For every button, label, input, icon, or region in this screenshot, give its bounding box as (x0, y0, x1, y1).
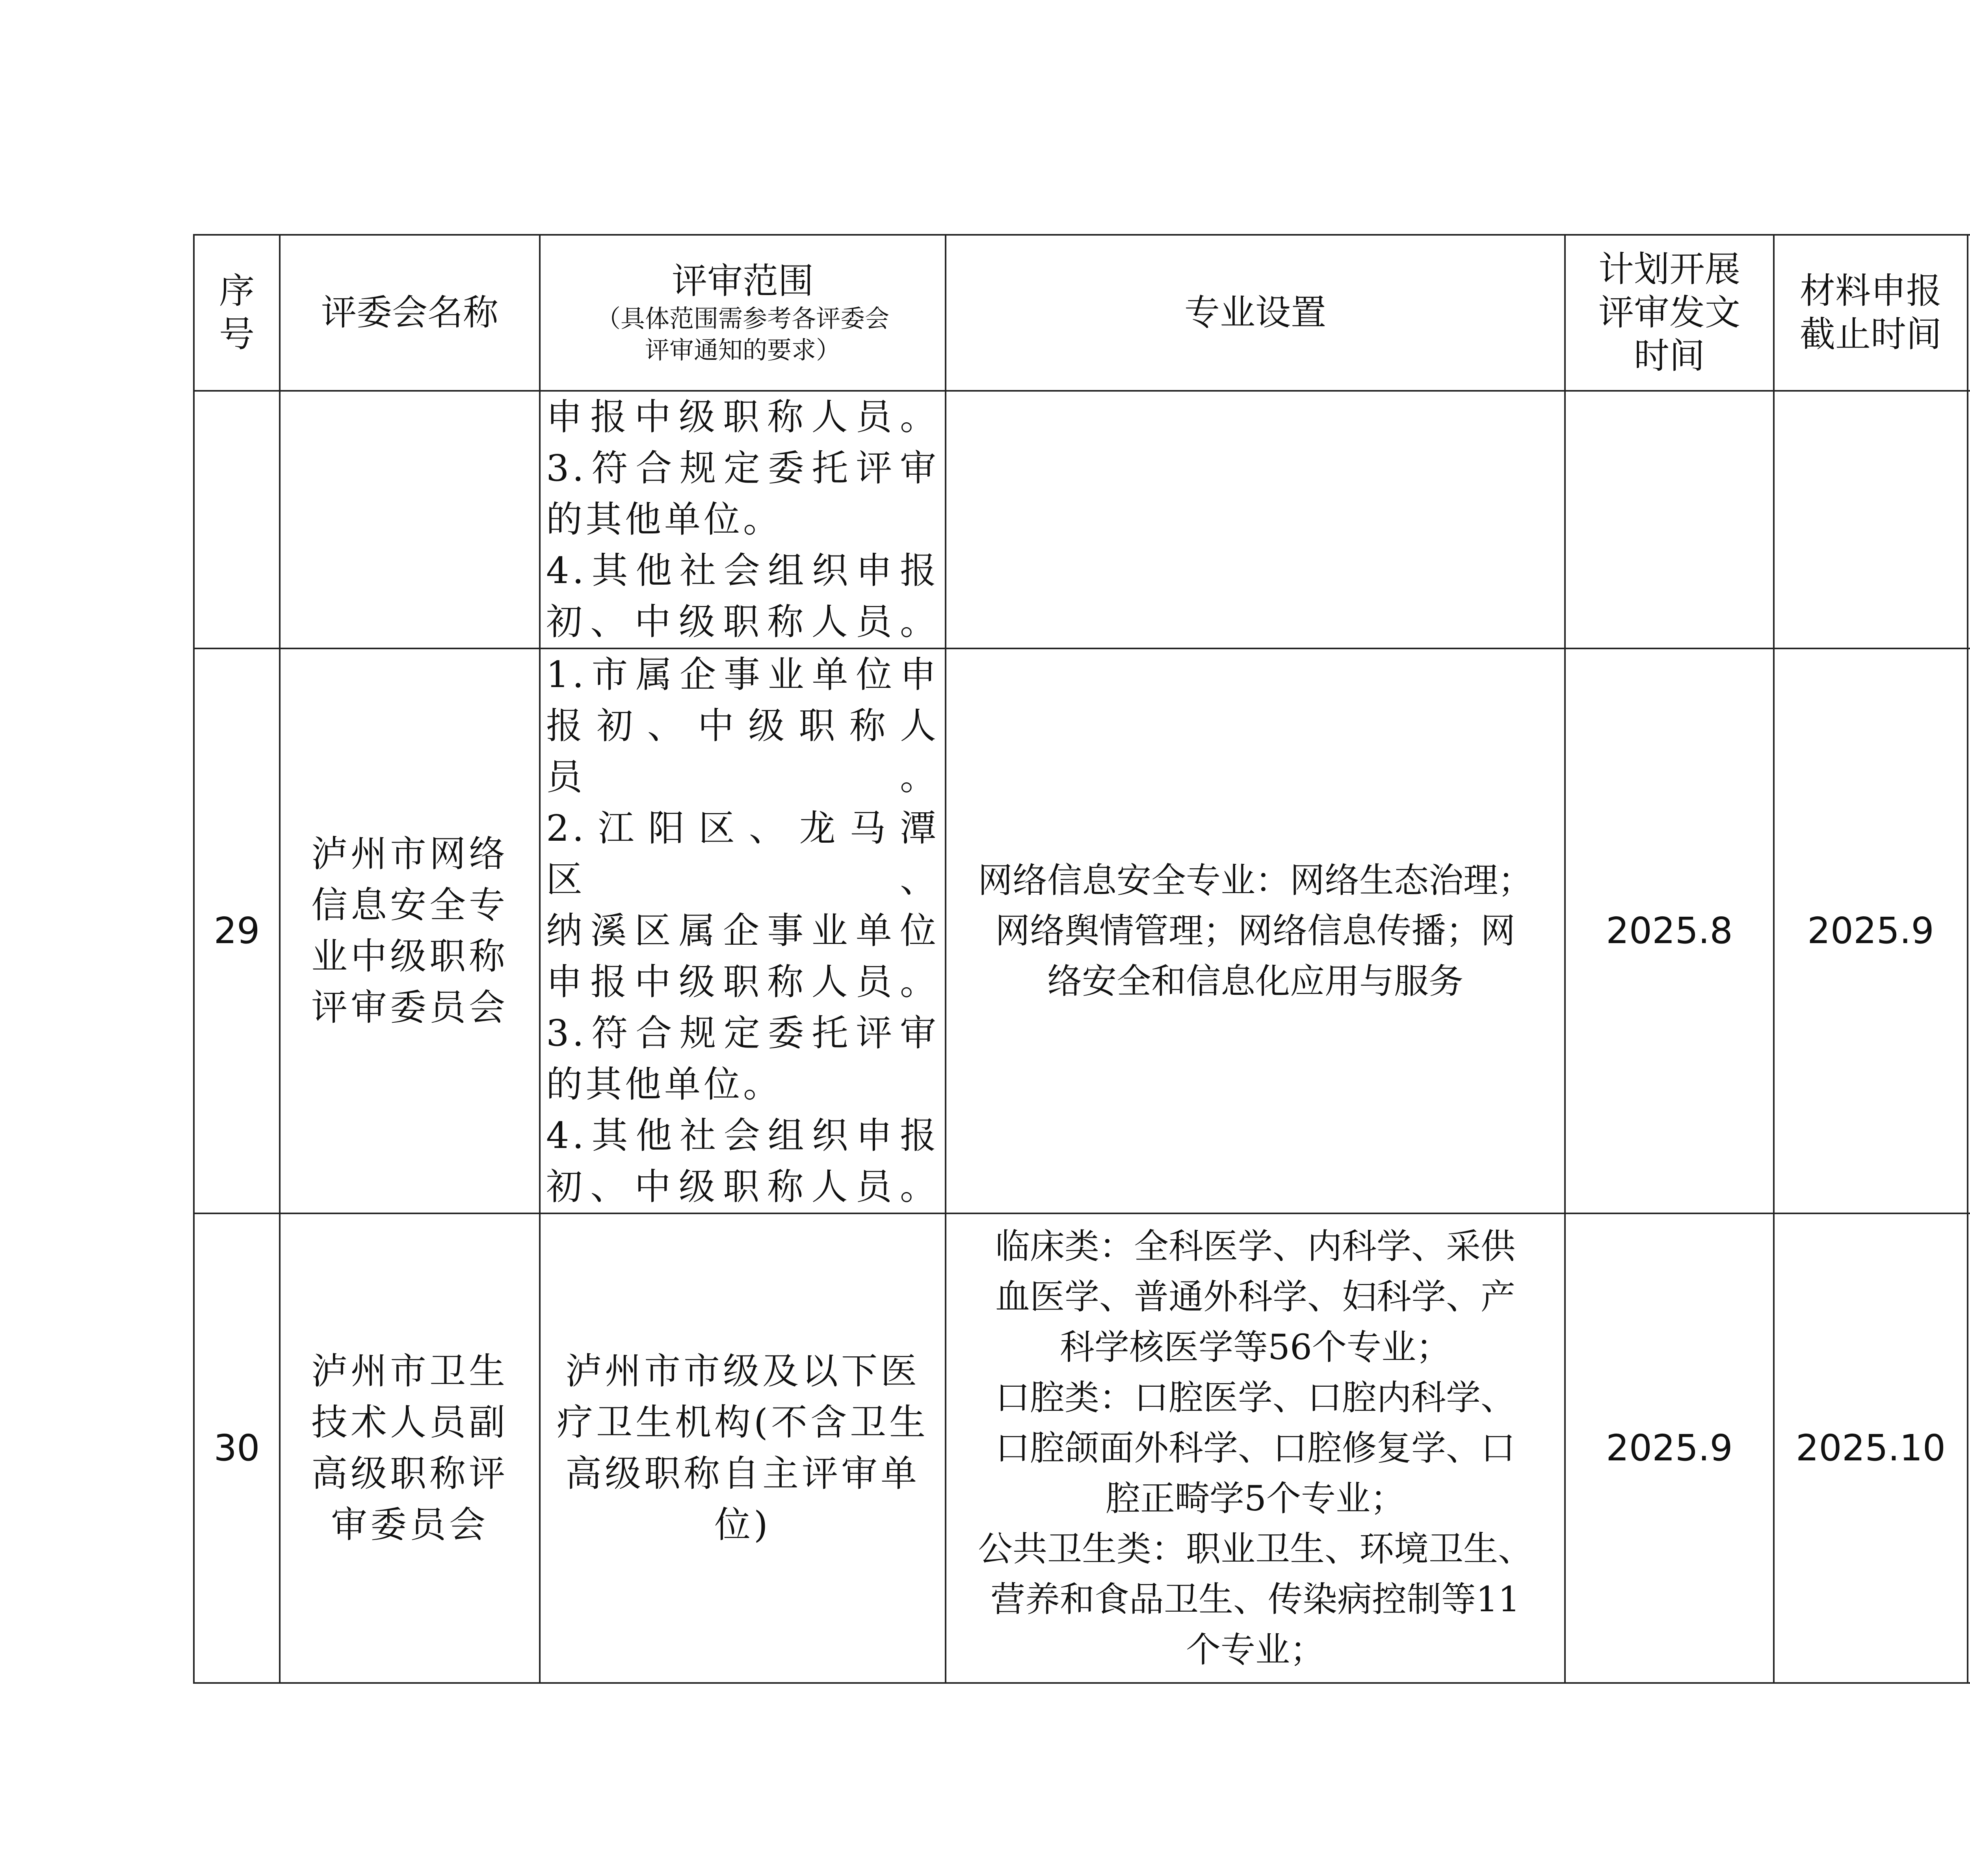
specialty-line: 腔正畸学5个专业； (1106, 1478, 1405, 1519)
specialty-line: 临床类：全科医学、内科学、采供 (995, 1226, 1515, 1267)
cell-review-time (1968, 391, 1970, 648)
cell-specialty (946, 1213, 1565, 1683)
table-row (194, 391, 1970, 648)
header-scope-note: 评审通知的要求） (645, 336, 840, 364)
cell-review-time (1968, 648, 1970, 1213)
committee-line: 审委员会 (331, 1504, 489, 1546)
committee-line: 泸州市卫生 (311, 1350, 508, 1392)
header-deadline-line: 材料申报 (1800, 270, 1942, 312)
cell-scope (540, 648, 946, 1213)
committee-line: 信息安全专 (311, 884, 508, 926)
cell-seq: 30 (194, 1213, 280, 1683)
specialty-line: 口腔类：口腔医学、口腔内科学、 (995, 1377, 1515, 1418)
specialty-line: 口腔颌面外科学、口腔修复学、口 (995, 1428, 1515, 1468)
scope-line: 位) (714, 1504, 771, 1546)
header-deadline (1774, 235, 1968, 391)
table-header-row (194, 235, 1970, 391)
evaluation-schedule-table (193, 234, 1970, 1684)
cell-deadline: 2025.9 (1774, 648, 1968, 1213)
scope-line: 2.江阳区、龙马潭区、 (546, 807, 939, 901)
cell-deadline: 2025.10 (1774, 1213, 1968, 1683)
scope-line: 纳溪区属企事业单位 (546, 910, 939, 952)
scope-line: 1.市属企事业单位申 (546, 654, 939, 696)
header-committee: 评委会名称 (280, 235, 540, 391)
header-review-time (1968, 235, 1970, 391)
table-row (194, 1213, 1970, 1683)
scope-line: 初、中级职称人员。 (546, 601, 939, 643)
cell-review-time (1968, 1213, 1970, 1683)
header-plan-time-line: 计划开展 (1598, 249, 1740, 290)
cell-seq: 29 (194, 648, 280, 1213)
cell-scope (540, 391, 946, 648)
header-deadline-line: 截止时间 (1800, 314, 1942, 355)
cell-deadline (1774, 391, 1968, 648)
cell-specialty (946, 648, 1565, 1213)
cell-committee (280, 1213, 540, 1683)
header-plan-time-line: 评审发文 (1598, 292, 1740, 333)
scope-line: 4.其他社会组织申报 (546, 550, 939, 592)
scope-line: 报初、中级职称人员。 (546, 705, 939, 798)
header-scope-title: 评审范围 (672, 260, 814, 302)
committee-line: 技术人员副 (311, 1401, 508, 1443)
scope-line: 4.其他社会组织申报 (546, 1114, 939, 1157)
scope-line: 泸州市市级及以下医 (565, 1350, 920, 1392)
specialty-line: 网络舆情管理；网络信息传播；网 (995, 910, 1515, 951)
scope-line: 的其他单位。 (546, 498, 783, 541)
cell-plan-time: 2025.9 (1565, 1213, 1774, 1683)
scope-line: 3.符合规定委托评审 (546, 1012, 939, 1054)
cell-scope (540, 1213, 946, 1683)
cell-plan-time (1565, 391, 1774, 648)
cell-plan-time: 2025.8 (1565, 648, 1774, 1213)
scope-line: 初、中级职称人员。 (546, 1166, 939, 1208)
header-specialty: 专业设置 (946, 235, 1565, 391)
specialty-line: 营养和食品卫生、传染病控制等11 (991, 1579, 1520, 1620)
header-seq-line: 号 (219, 314, 255, 355)
scope-line: 申报中级职称人员。 (546, 396, 939, 438)
scope-line: 3.符合规定委托评审 (546, 447, 939, 489)
specialty-line: 公共卫生类：职业卫生、环境卫生、 (978, 1529, 1533, 1569)
specialty-line: 网络信息安全专业：网络生态治理； (978, 860, 1533, 901)
committee-line: 业中级职称 (311, 935, 508, 977)
header-plan-time (1565, 235, 1774, 391)
cell-specialty (946, 391, 1565, 648)
specialty-line: 个专业； (1186, 1629, 1325, 1670)
header-seq (194, 235, 280, 391)
cell-committee (280, 391, 540, 648)
header-scope-note: （具体范围需参考各评委会 (596, 304, 889, 333)
header-scope (540, 235, 946, 391)
specialty-line: 科学核医学等56个专业； (1060, 1327, 1451, 1367)
scope-line: 疗卫生机构(不含卫生 (557, 1401, 929, 1443)
cell-seq (194, 391, 280, 648)
header-plan-time-line: 时间 (1634, 335, 1705, 377)
specialty-line: 络安全和信息化应用与服务 (1047, 961, 1463, 1001)
scope-line: 的其他单位。 (546, 1063, 783, 1105)
table-row (194, 648, 1970, 1213)
cell-committee (280, 648, 540, 1213)
scope-line: 高级职称自主评审单 (565, 1453, 920, 1495)
specialty-line: 血医学、普通外科学、妇科学、产 (995, 1276, 1515, 1317)
committee-line: 评审委员会 (311, 986, 508, 1029)
header-seq-line: 序 (219, 270, 255, 312)
scope-line: 申报中级职称人员。 (546, 961, 939, 1003)
committee-line: 泸州市网络 (311, 833, 508, 875)
committee-line: 高级职称评 (311, 1453, 508, 1495)
